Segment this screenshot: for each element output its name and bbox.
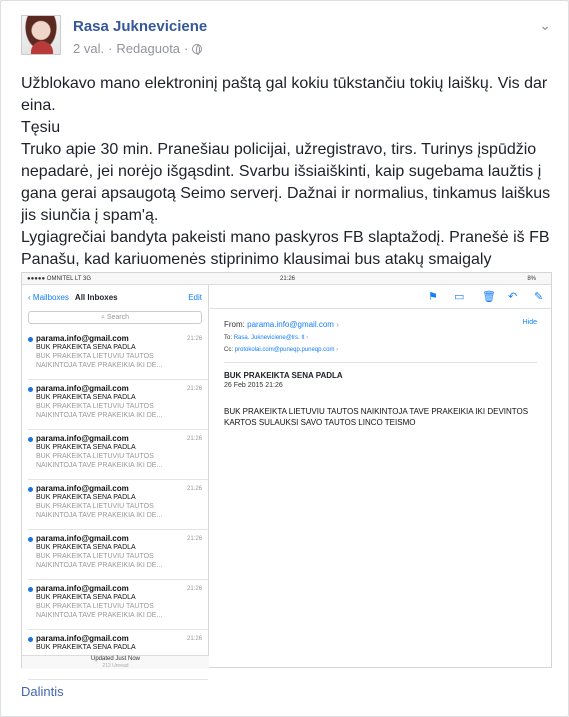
- unread-dot-icon: [28, 637, 33, 642]
- chevron-right-icon: ›: [306, 335, 309, 341]
- mail-sender: parama.info@gmail.com: [36, 534, 129, 543]
- mail-subject: BUK PRAKEIKTA SENA PADLA: [36, 544, 136, 551]
- mail-preview-line: BUK PRAKEIKTA LIETUVIU TAUTOS: [36, 453, 154, 460]
- from-label: From:: [224, 320, 245, 329]
- mail-preview-line: NAIKINTOJA TAVE PRAKEIKIA IKI DE...: [36, 462, 163, 469]
- mail-preview-line: BUK PRAKEIKTA LIETUVIU TAUTOS: [36, 603, 154, 610]
- cc-label: Cc:: [224, 347, 233, 353]
- message-header: [210, 309, 551, 356]
- mail-footer: [22, 655, 209, 669]
- mail-list-item[interactable]: [28, 330, 208, 380]
- post-text: [21, 73, 551, 271]
- compose-icon[interactable]: ✎: [534, 291, 544, 303]
- globe-icon[interactable]: [192, 44, 202, 54]
- unread-dot-icon: [28, 537, 33, 542]
- mail-time: 21:26: [186, 636, 202, 642]
- mail-list-item[interactable]: [28, 380, 208, 430]
- mailboxes-back[interactable]: [28, 293, 69, 302]
- mail-list-item[interactable]: [28, 530, 208, 580]
- mail-time: 21:26: [186, 536, 202, 542]
- message-body: BUK PRAKEIKTA LIETUVIU TAUTOS NAIKINTOJA TAVE PRAKEIKIA IKI DEVINTOS KARTOS SULAUKSI SAVO TAUTOS LINCO TEISMO: [224, 407, 529, 427]
- mail-list: [22, 330, 208, 680]
- post-paragraph: Truko apie 30 min. Pranešiau policijai, užregistravo, tirs. Turinys įspūdžio nepadarė, jei norėjo išgąsdint. Svarbu išsiaiškinti, kaip sugebama laužtis į gana gerai apsaugotą Seimo serverį. Dažnai ir normalius, tinkamus laiškus jis siunčia į spam'ą.: [21, 141, 551, 224]
- author-avatar[interactable]: [21, 15, 61, 55]
- mail-sender: parama.info@gmail.com: [36, 484, 129, 493]
- post-paragraph: Tęsiu: [21, 119, 61, 136]
- folder-icon[interactable]: ▭: [454, 291, 465, 303]
- unread-dot-icon: [28, 387, 33, 392]
- mail-list-item[interactable]: [28, 430, 208, 480]
- mail-sender: parama.info@gmail.com: [36, 334, 129, 343]
- mail-time: 21:26: [186, 586, 202, 592]
- mail-subject: BUK PRAKEIKTA SENA PADLA: [36, 444, 136, 451]
- message-date: 26 Feb 2015 21:26: [224, 382, 283, 389]
- post-header: [21, 13, 551, 63]
- cc-address[interactable]: protokolai.com@puneqp.puneqp.com: [234, 347, 335, 353]
- meta-separator: ·: [108, 41, 113, 56]
- mail-preview-line: BUK PRAKEIKTA LIETUVIU TAUTOS: [36, 503, 154, 510]
- flag-icon[interactable]: ⚑: [428, 291, 438, 303]
- hide-button[interactable]: Hide: [522, 319, 537, 326]
- message-subject: BUK PRAKEIKTA SENA PADLA: [224, 362, 537, 382]
- unread-dot-icon: [28, 337, 33, 342]
- chevron-right-icon: ›: [336, 347, 339, 353]
- unread-dot-icon: [28, 487, 33, 492]
- mail-subject: BUK PRAKEIKTA SENA PADLA: [36, 394, 136, 401]
- author-name[interactable]: Rasa Jukneviciene: [73, 18, 208, 35]
- mail-sender: parama.info@gmail.com: [36, 634, 129, 643]
- to-label: To:: [224, 335, 233, 341]
- updated-status: Updated Just Now: [90, 656, 141, 662]
- email-screenshot[interactable]: [21, 272, 552, 668]
- meta-separator: ·: [184, 41, 189, 56]
- mail-subject: BUK PRAKEIKTA SENA PADLA: [36, 594, 136, 601]
- edit-button[interactable]: Edit: [188, 292, 202, 302]
- search-input[interactable]: [28, 311, 202, 324]
- unread-count: 212 Unread: [102, 663, 129, 669]
- mail-time: 21:26: [186, 386, 202, 392]
- post-meta: [73, 41, 202, 56]
- mail-sender: parama.info@gmail.com: [36, 384, 129, 393]
- from-address[interactable]: parama.info@gmail.com: [247, 320, 334, 329]
- mail-nav: [22, 285, 208, 309]
- mail-preview-line: NAIKINTOJA TAVE PRAKEIKIA IKI DE...: [36, 562, 163, 569]
- post-time[interactable]: 2 val.: [73, 41, 105, 56]
- chevron-right-icon: ›: [336, 320, 339, 329]
- post-paragraph: Užblokavo mano elektroninį paštą gal kokiu tūkstančiu tokių laiškų. Vis dar eina.: [21, 75, 548, 114]
- post-paragraph: Lygiagrečiai bandyta pakeisti mano paskyros FB slaptažodį. Pranešė iš FB Panašu, kad kariuomenės stiprinimo klausimai bus atakų smaigaly: [21, 229, 550, 268]
- mail-subject: BUK PRAKEIKTA SENA PADLA: [36, 644, 136, 651]
- mail-subject: BUK PRAKEIKTA SENA PADLA: [36, 494, 136, 501]
- mail-list-pane: [22, 285, 209, 669]
- back-label: Mailboxes: [32, 292, 69, 302]
- mail-sender: parama.info@gmail.com: [36, 584, 129, 593]
- mail-preview-line: NAIKINTOJA TAVE PRAKEIKIA IKI DE...: [36, 362, 163, 369]
- inbox-title: All Inboxes: [74, 292, 118, 302]
- battery: 8%: [527, 276, 536, 282]
- mail-preview-line: BUK PRAKEIKTA LIETUVIU TAUTOS: [36, 353, 154, 360]
- mail-preview-line: BUK PRAKEIKTA LIETUVIU TAUTOS: [36, 403, 154, 410]
- message-pane: [210, 285, 551, 667]
- mail-list-item[interactable]: [28, 480, 208, 530]
- unread-dot-icon: [28, 587, 33, 592]
- search-icon: ⌕: [100, 314, 105, 321]
- edited-link[interactable]: Redaguota: [116, 41, 181, 56]
- unread-dot-icon: [28, 437, 33, 442]
- mail-preview-line: NAIKINTOJA TAVE PRAKEIKIA IKI DE...: [36, 412, 163, 419]
- mail-preview-line: BUK PRAKEIKTA LIETUVIU TAUTOS: [36, 553, 154, 560]
- mail-sender: parama.info@gmail.com: [36, 434, 129, 443]
- status-time: 21:26: [280, 276, 296, 282]
- to-address[interactable]: Rasa. Jukneviciene@lrs. lt: [233, 335, 305, 341]
- chevron-down-icon[interactable]: ⌄: [539, 17, 551, 33]
- mail-time: 21:26: [186, 486, 202, 492]
- mail-preview-line: NAIKINTOJA TAVE PRAKEIKIA IKI DE...: [36, 612, 163, 619]
- share-link[interactable]: Dalintis: [21, 684, 64, 699]
- mail-time: 21:26: [186, 336, 202, 342]
- reply-icon[interactable]: ↶: [508, 291, 518, 303]
- ios-status-bar: [22, 273, 551, 285]
- carrier: ●●●●● OMNITEL LT 3G: [27, 276, 92, 282]
- mail-subject: BUK PRAKEIKTA SENA PADLA: [36, 344, 136, 351]
- mail-preview-line: NAIKINTOJA TAVE PRAKEIKIA IKI DE...: [36, 512, 163, 519]
- chevron-left-icon: ‹: [28, 292, 31, 302]
- mail-list-item[interactable]: [28, 580, 208, 630]
- mail-time: 21:26: [186, 436, 202, 442]
- search-placeholder: Search: [106, 314, 130, 321]
- message-toolbar: [210, 285, 551, 309]
- trash-icon[interactable]: 🗑: [482, 291, 496, 303]
